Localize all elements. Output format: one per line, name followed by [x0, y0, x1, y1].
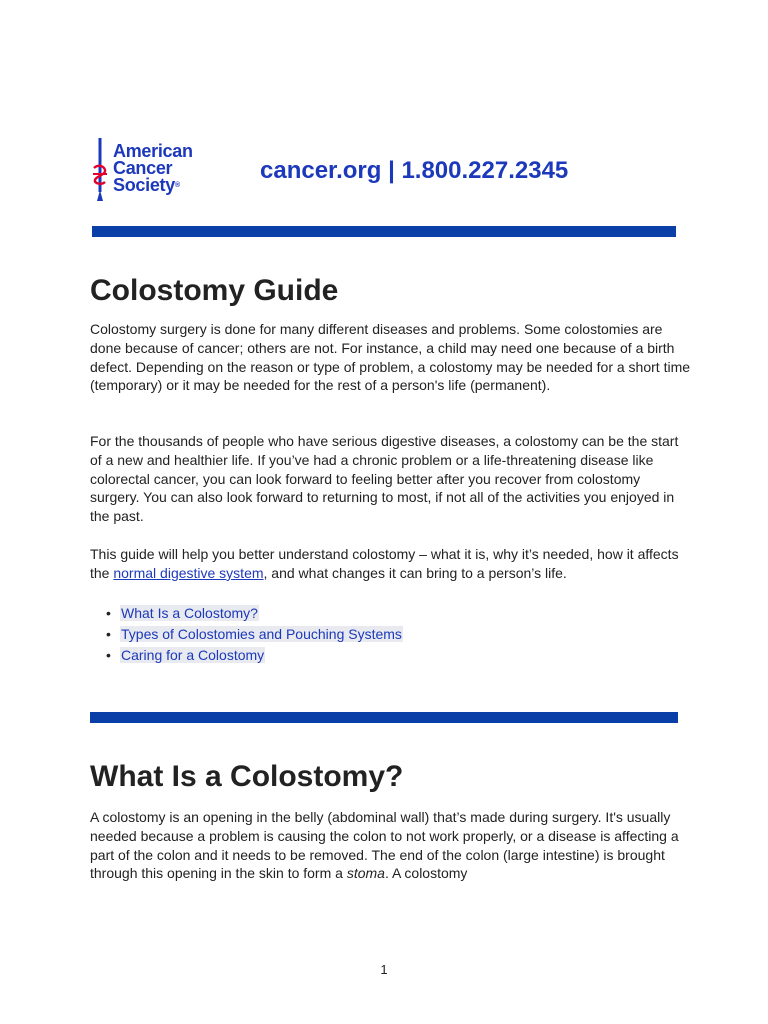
stoma-term: stoma — [346, 865, 385, 882]
section-divider — [90, 712, 678, 723]
sword-torch-icon — [90, 138, 110, 202]
normal-digestive-system-link[interactable]: normal digestive system — [113, 564, 264, 581]
intro-paragraph-1: Colostomy surgery is done for many different diseases and problems. Some colostomies are done because of cancer; others are not. For instance, a child may need one because of a birth defect. Depending on the reason or type of problem, a colostomy may be needed for a short time (temporary) or it may be needed for the rest of a person's life (permanent). — [90, 321, 691, 394]
intro-paragraph-2: For the thousands of people who have serious digestive diseases, a colostomy can be the start of a new and healthier life. If you’ve had a chronic problem or a life-threatening disease like colorectal cancer, you can look forward to feeling better after you recover from colostomy surgery. You can also look forward to returning to most, if not all of the activities you enjoyed in the past. — [90, 433, 679, 525]
p3-text-before: This guide will help you better understand colostomy – what it is, why it’s needed, how it affects the — [90, 546, 679, 581]
table-of-contents — [104, 603, 403, 666]
toc-link-caring-for-colostomy[interactable]: Caring for a Colostomy — [121, 647, 265, 663]
logo-line-3-text: Society — [113, 175, 175, 195]
page-number: 1 — [380, 962, 388, 977]
logo-line-2: Cancer — [113, 158, 173, 178]
toc-link-types-of-colostomies[interactable]: Types of Colostomies and Pouching Systems — [121, 626, 402, 642]
toc-item — [120, 603, 403, 624]
toc-item — [120, 624, 403, 645]
toc-item — [120, 645, 403, 666]
section-paragraph-1 — [90, 808, 690, 883]
p4-text-after: . A colostomy — [384, 865, 468, 882]
contact-info: cancer.org | 1.800.227.2345 — [260, 157, 569, 184]
p3-text-after: , and what changes it can bring to a person’s life. — [263, 564, 567, 581]
section-heading-text: What Is a Colostomy? — [90, 760, 404, 793]
logo-line-1: American — [113, 141, 193, 161]
registered-mark: ® — [174, 182, 180, 189]
page-title — [90, 274, 338, 308]
page-title-text: Colostomy Guide — [90, 274, 339, 307]
intro-paragraph-3 — [90, 545, 690, 583]
section-divider — [92, 226, 676, 237]
acs-logo[interactable] — [90, 138, 220, 204]
logo-line-3 — [113, 177, 193, 194]
p4-text-before: A colostomy is an opening in the belly (abdominal wall) that’s made during surgery. It's usually needed because a problem is causing the colon to not work properly, or a disease is affecting a part of the colon and it needs to be removed. The end of the colon (large intestine) is brought through this opening in the skin to form a — [90, 809, 679, 882]
logo-wordmark — [113, 143, 193, 194]
section-heading — [90, 760, 403, 794]
toc-link-what-is-colostomy[interactable]: What Is a Colostomy? — [121, 605, 258, 621]
